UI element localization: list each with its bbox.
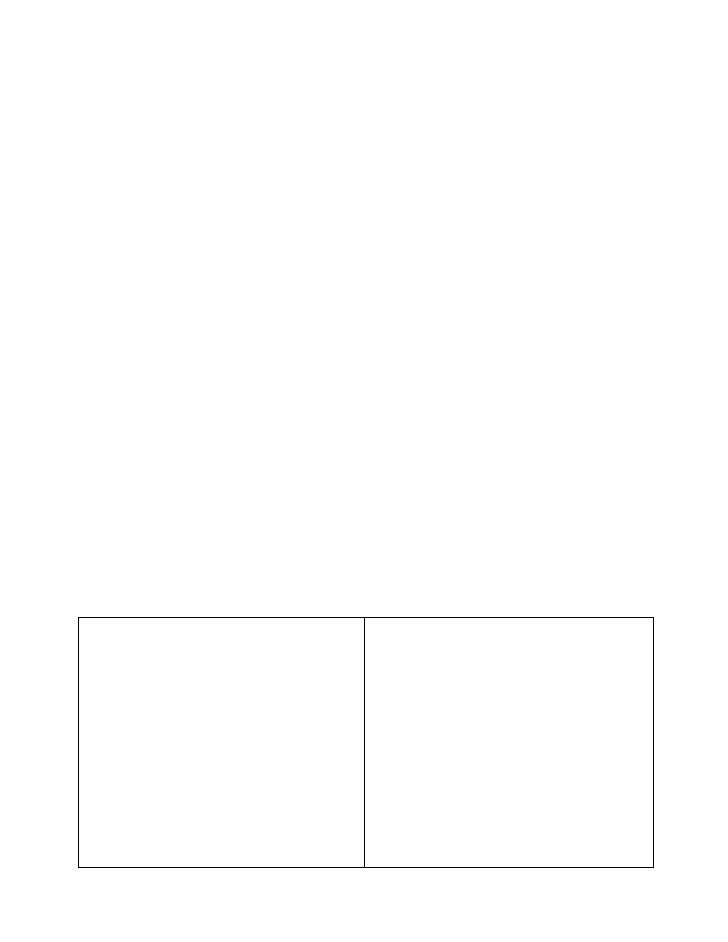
down-clues-column [369,618,649,632]
across-clues-column [85,618,357,632]
clue-table [78,617,654,868]
column-divider [364,618,365,867]
